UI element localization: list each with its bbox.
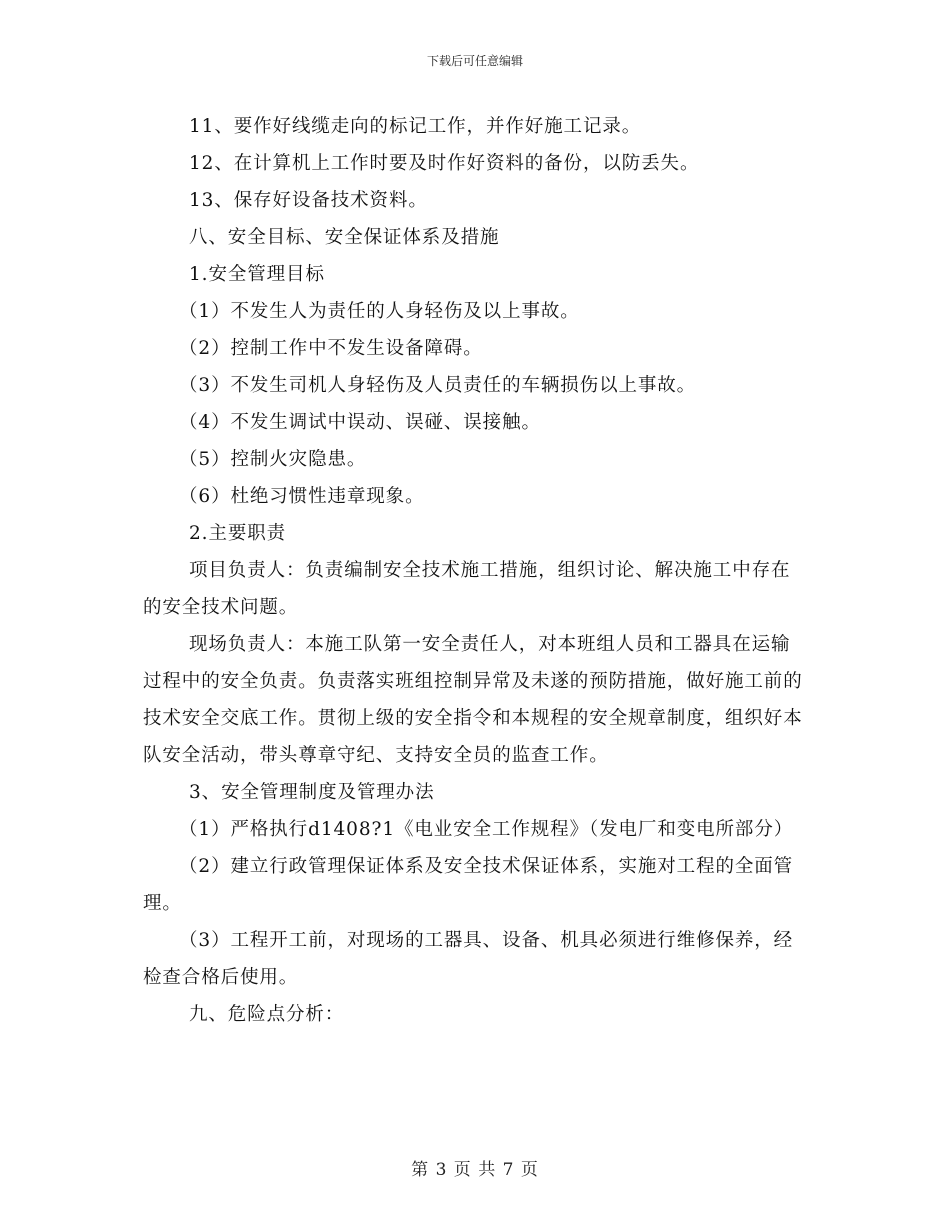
goal-item-5: （5）控制火灾隐患。 [179, 449, 367, 470]
section-heading-9: 九、危险点分析： [189, 1004, 345, 1025]
item-12: 12、在计算机上工作时要及时作好资料的备份，以防丢失。 [189, 153, 700, 174]
section-heading-8: 八、安全目标、安全保证体系及措施 [189, 227, 500, 248]
paragraph-site-manager: 现场负责人：本施工队第一安全责任人，对本班组人员和工器具在运输过程中的安全负责。负责落实班组控制异常及未遂的预防措施，做好施工前的技术安全交底工作。贯彻上级的安全指令和本规程的安全规章制度，组织好本队安全活动，带头尊章守纪、支持安全员的监查工作。 [143, 634, 803, 766]
rule-item-3: （3）工程开工前，对现场的工器具、设备、机具必须进行维修保养，经检查合格后使用。 [143, 930, 794, 988]
rule-item-2: （2）建立行政管理保证体系及安全技术保证体系，实施对工程的全面管理。 [143, 856, 794, 914]
subheading-main-duties: 2.主要职责 [189, 523, 287, 544]
goal-item-6: （6）杜绝习惯性违章现象。 [179, 486, 425, 507]
goal-item-2: （2）控制工作中不发生设备障碍。 [179, 338, 483, 359]
paragraph-project-manager: 项目负责人：负责编制安全技术施工措施，组织讨论、解决施工中存在的安全技术问题。 [143, 560, 791, 618]
rule-item-1: （1）严格执行d1408?1《电业安全工作规程》（发电厂和变电所部分） [179, 819, 794, 840]
document-body [143, 108, 808, 1033]
goal-item-4: （4）不发生调试中误动、误碰、误接触。 [179, 412, 541, 433]
page-number: 第 3 页 共 7 页 [411, 1160, 539, 1180]
item-11: 11、要作好线缆走向的标记工作，并作好施工记录。 [189, 116, 642, 137]
item-13: 13、保存好设备技术资料。 [189, 190, 428, 211]
page-header: 下载后可任意编辑 [426, 54, 523, 68]
goal-item-1: （1）不发生人为责任的人身轻伤及以上事故。 [179, 301, 580, 322]
subheading-safety-goals: 1.安全管理目标 [189, 264, 325, 285]
goal-item-3: （3）不发生司机人身轻伤及人员责任的车辆损伤以上事故。 [179, 375, 697, 396]
subheading-safety-rules: 3、安全管理制度及管理办法 [189, 782, 435, 803]
